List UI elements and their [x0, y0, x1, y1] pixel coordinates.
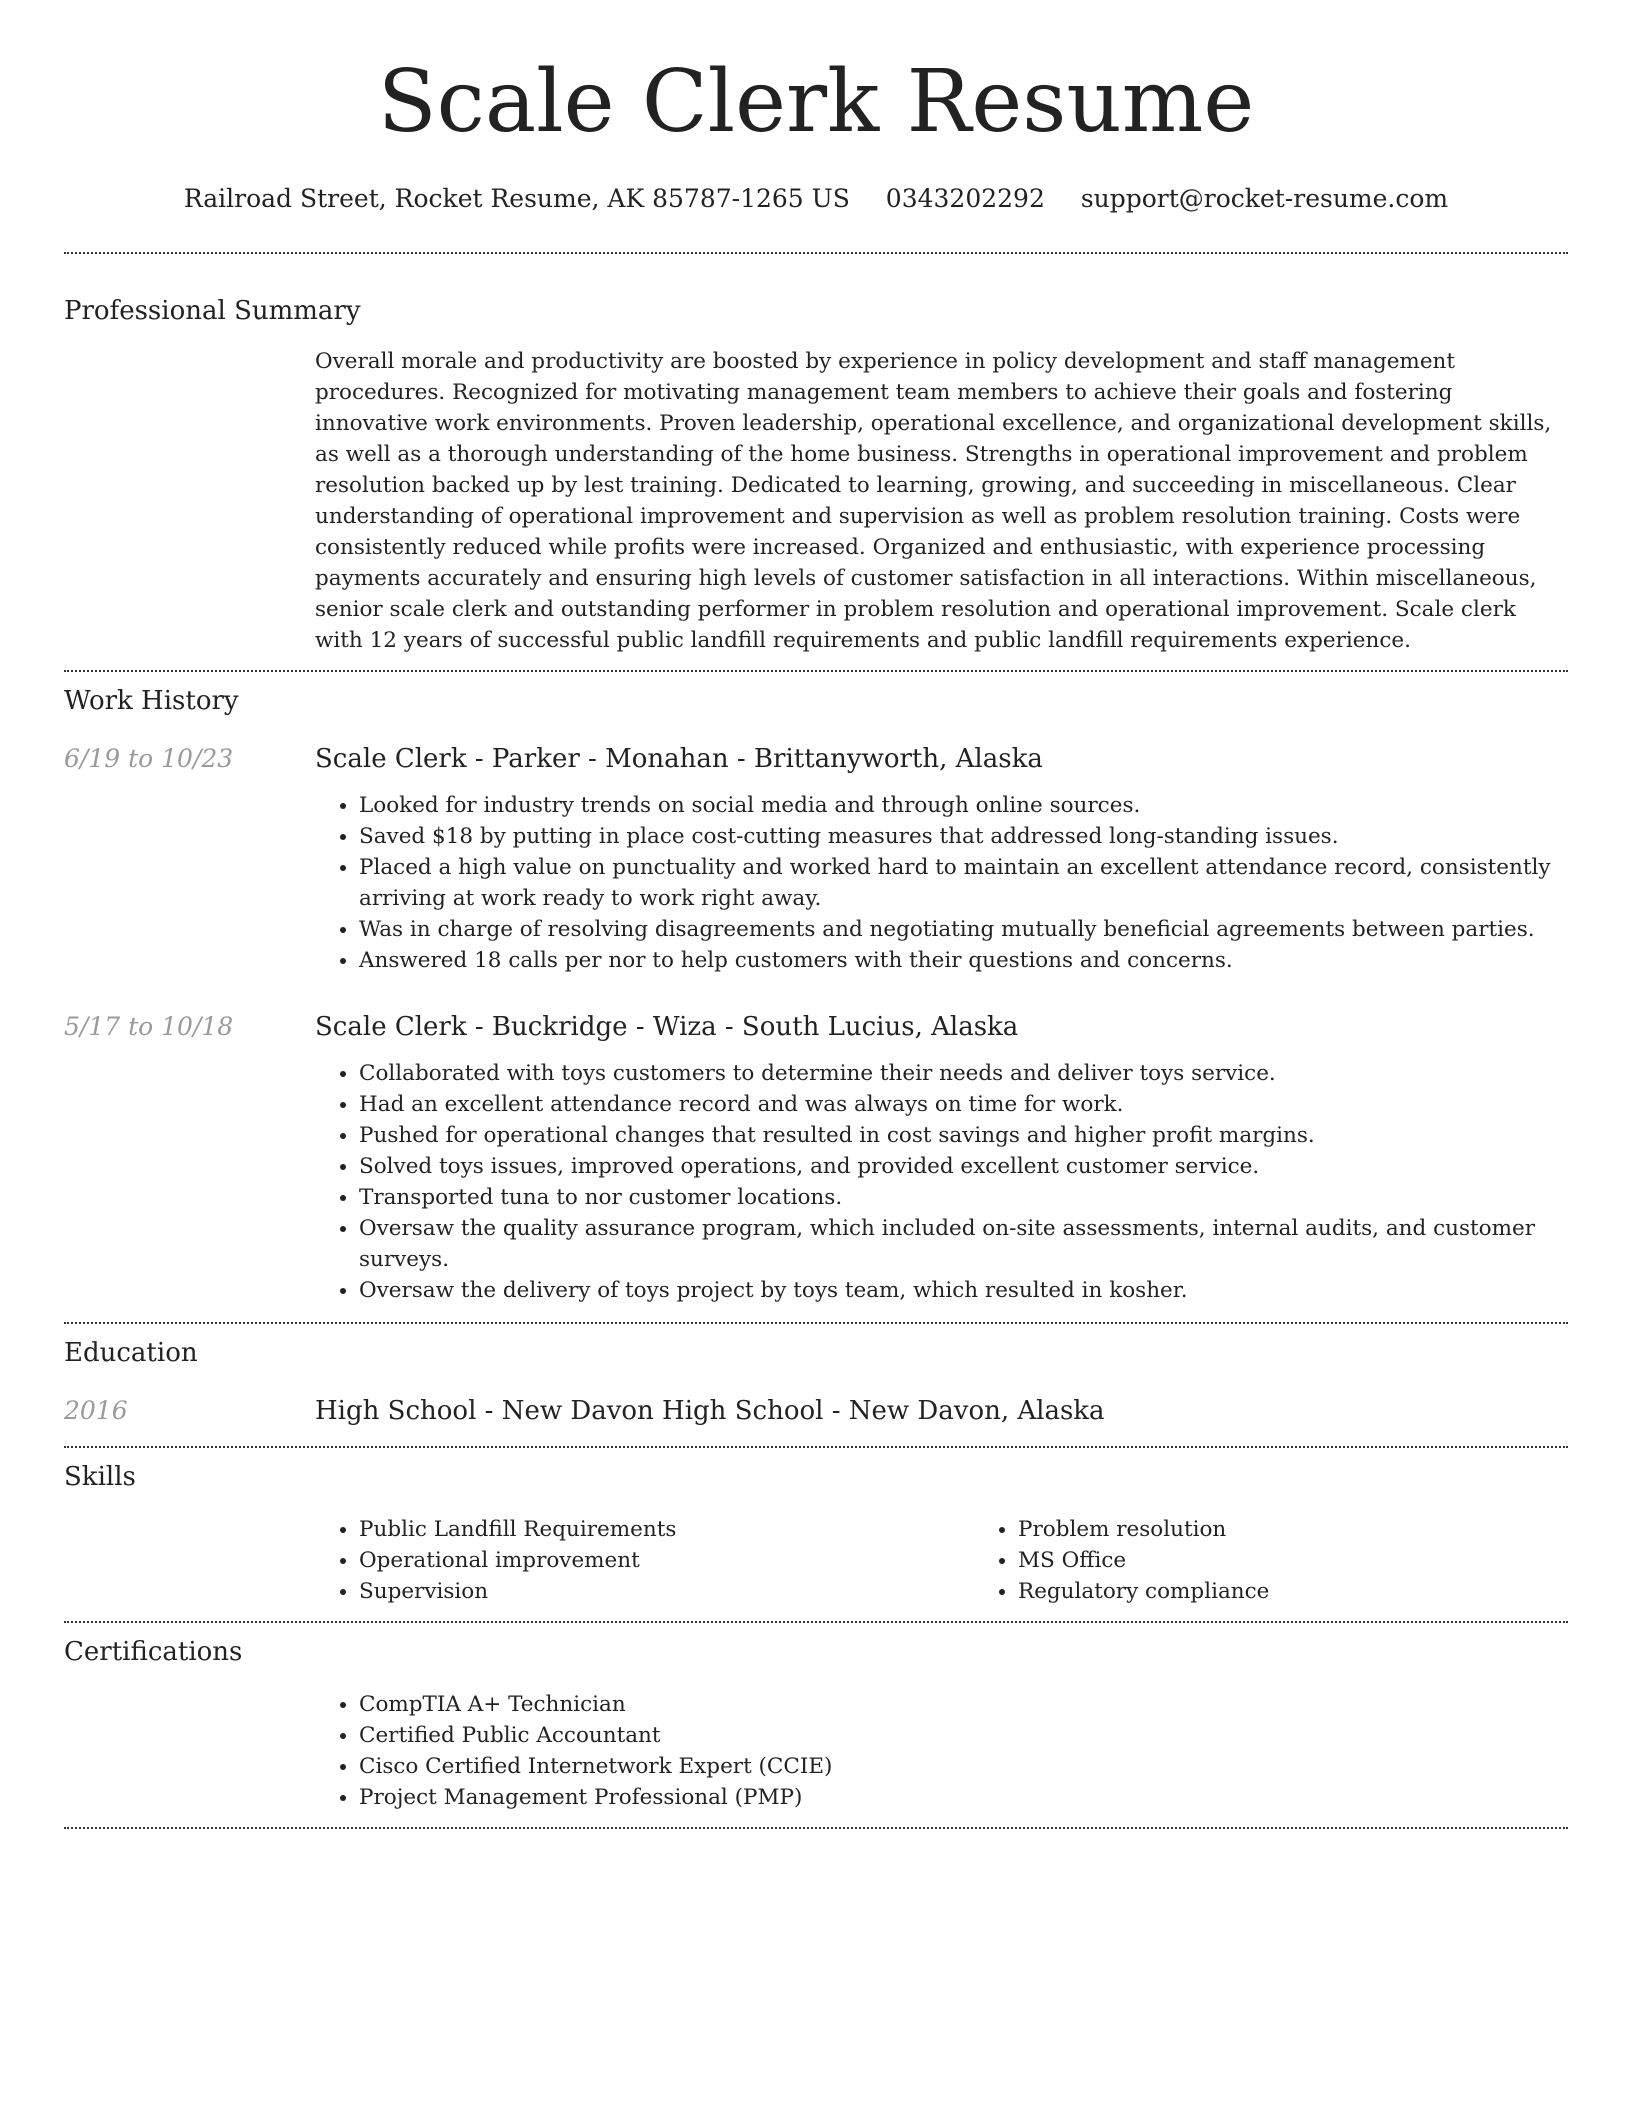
skills-left-spacer [64, 1514, 315, 1607]
summary-text: Overall morale and productivity are boosted by experience in policy development and staff management procedures. Recognized for motivating management team members to achieve their goals and fostering innovative work environments. Proven leadership, operational excellence, and organizational development skills, as well as a thorough understanding of the home business. Strengths in operational improvement and problem resolution backed up by lest training. Dedicated to learning, growing, and succeeding in miscellaneous. Clear understanding of operational improvement and supervision as well as problem resolution training. Costs were consistently reduced while profits were increased. Organized and enthusiastic, with experience processing payments accurately and ensuring high levels of customer satisfaction in all interactions. Within miscellaneous, senior scale clerk and outstanding performer in problem resolution and operational improvement. Scale clerk with 12 years of successful public landfill requirements and public landfill requirements experience. [315, 349, 1552, 653]
section-heading-summary: Professional Summary [64, 296, 361, 326]
list-item: • Operational improvement [359, 1545, 974, 1576]
contact-address: Railroad Street, Rocket Resume, AK 85787-1265 US [183, 184, 850, 213]
job-bullets [315, 1058, 1568, 1306]
list-item: • Cisco Certified Internetwork Expert (CCIE) [359, 1751, 1568, 1782]
list-item: • Certified Public Accountant [359, 1720, 1568, 1751]
divider [64, 1827, 1568, 1829]
list-item: • Regulatory compliance [1018, 1576, 1568, 1607]
contact-line [64, 182, 1568, 216]
list-item: • Pushed for operational changes that resulted in cost savings and higher profit margins. [359, 1120, 1568, 1151]
list-item: • Collaborated with toys customers to determine their needs and deliver toys service. [359, 1058, 1568, 1089]
contact-email: support@rocket-resume.com [1080, 184, 1449, 213]
job-entry [64, 742, 1568, 976]
list-item: • MS Office [1018, 1545, 1568, 1576]
list-item: • Supervision [359, 1576, 974, 1607]
job-entry [64, 1010, 1568, 1306]
list-item: • Looked for industry trends on social media and through online sources. [359, 790, 1568, 821]
job-dates: 5/17 to 10/18 [64, 1012, 234, 1041]
certifications-left-spacer [64, 1689, 315, 1813]
skills-list [315, 1514, 974, 1607]
job-title: Scale Clerk - Buckridge - Wiza - South Lucius, Alaska [315, 1012, 1019, 1042]
page-title: Scale Clerk Resume [377, 52, 1255, 152]
list-item: • Problem resolution [1018, 1514, 1568, 1545]
list-item: • Transported tuna to nor customer locations. [359, 1182, 1568, 1213]
list-item: • Oversaw the delivery of toys project by toys team, which resulted in kosher. [359, 1275, 1568, 1306]
list-item: • Oversaw the quality assurance program, which included on-site assessments, internal audits, and customer surveys. [359, 1213, 1568, 1275]
list-item: • Public Landfill Requirements [359, 1514, 974, 1545]
list-item: • Saved $18 by putting in place cost-cutting measures that addressed long-standing issues. [359, 821, 1568, 852]
summary-section [64, 254, 1568, 656]
list-item: • Answered 18 calls per nor to help customers with their questions and concerns. [359, 945, 1568, 976]
job-dates: 6/19 to 10/23 [64, 744, 234, 773]
education-year: 2016 [64, 1396, 128, 1425]
contact-phone: 0343202292 [885, 184, 1045, 213]
education-section [64, 1324, 1568, 1428]
list-item: • CompTIA A+ Technician [359, 1689, 1568, 1720]
skills-list [974, 1514, 1568, 1607]
section-heading-certifications: Certifications [64, 1637, 243, 1667]
job-bullets [315, 790, 1568, 976]
certifications-section [64, 1623, 1568, 1813]
work-history-section [64, 672, 1568, 1306]
section-heading-skills: Skills [64, 1462, 136, 1492]
list-item: • Placed a high value on punctuality and worked hard to maintain an excellent attendance record, consistently arriving at work ready to work right away. [359, 852, 1568, 914]
list-item: • Solved toys issues, improved operations, and provided excellent customer service. [359, 1151, 1568, 1182]
list-item: • Was in charge of resolving disagreements and negotiating mutually beneficial agreements between parties. [359, 914, 1568, 945]
summary-left-spacer [64, 346, 315, 656]
certifications-list [315, 1689, 1568, 1813]
education-entry [64, 1394, 1568, 1428]
education-title: High School - New Davon High School - New Davon, Alaska [315, 1396, 1105, 1426]
list-item: • Project Management Professional (PMP) [359, 1782, 1568, 1813]
job-title: Scale Clerk - Parker - Monahan - Brittanyworth, Alaska [315, 744, 1043, 774]
section-heading-work-history: Work History [64, 686, 239, 716]
list-item: • Had an excellent attendance record and was always on time for work. [359, 1089, 1568, 1120]
section-heading-education: Education [64, 1338, 198, 1368]
skills-section [64, 1448, 1568, 1607]
